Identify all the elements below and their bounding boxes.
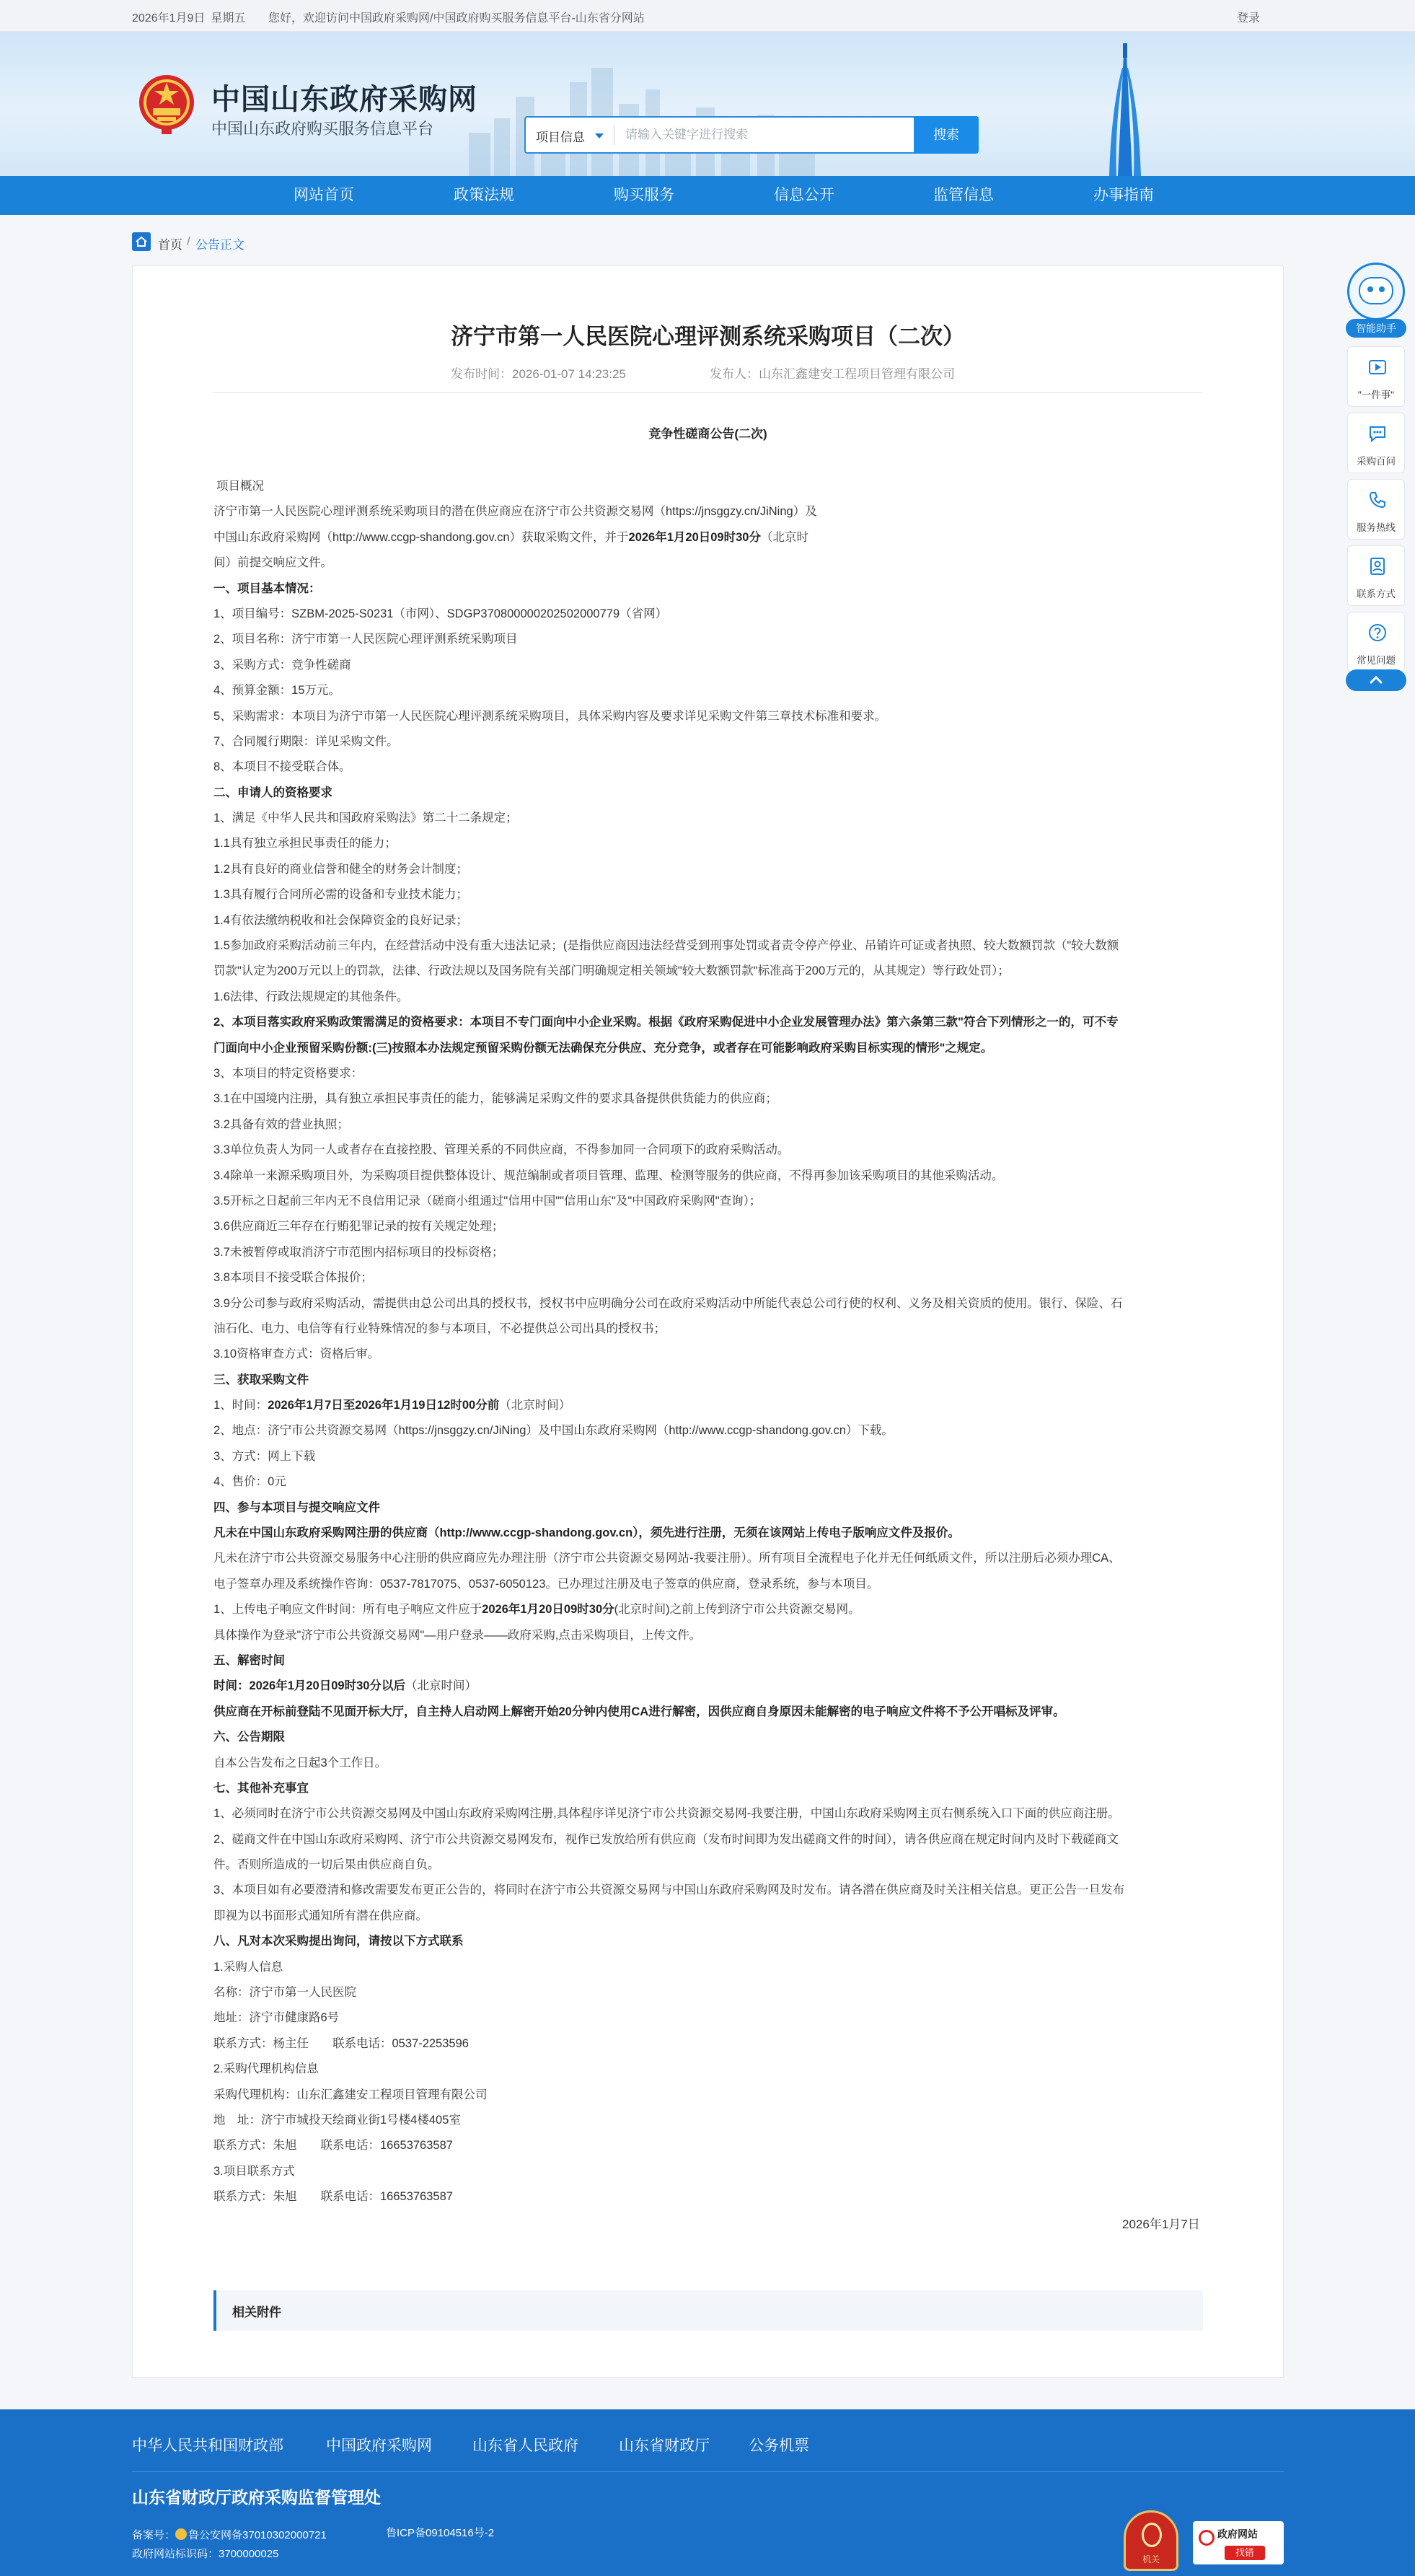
paragraph: 3.4除单一来源采购项目外，为采购项目提供整体设计、规范编制或者项目管理、监理、检测等服务的供应商，不得再参加该采购项目的其他采购活动。 — [213, 1169, 1004, 1182]
paragraph: 名称：济宁市第一人民医院 — [213, 1986, 356, 2000]
site-subtitle: 中国山东政府购买服务信息平台 — [211, 120, 434, 138]
party-gov-emblem-icon — [1142, 2523, 1162, 2547]
footer-link-air-ticket[interactable]: 公务机票 — [749, 2437, 809, 2454]
section-heading: 一、项目基本情况： — [213, 581, 321, 595]
paragraph: 1.采购人信息 — [213, 1960, 283, 1974]
paragraph: 4、售价：0元 — [213, 1475, 286, 1489]
section-heading: 八、凡对本次采购提出询问，请按以下方式联系 — [213, 1935, 464, 1948]
search-input[interactable] — [625, 123, 856, 146]
paragraph: 中国山东政府采购网（http://www.ccgp-shandong.gov.cn）获取采购文件，并于2026年1月20日09时30分（北京时 — [213, 530, 808, 544]
paragraph: 电子签章办理及系统操作咨询：0537-7817075、0537-6050123。已办理过注册及电子签章的供应商，登录系统，参与本项目。 — [213, 1577, 879, 1591]
article-title: 济宁市第一人民医院心理评测系统采购项目（二次） — [451, 324, 965, 349]
paragraph: 1.5参加政府采购活动前三年内，在经营活动中没有重大违法记录；(是指供应商因违法经营受到刑事处罚或者责令停产停业、吊销许可证或者执照、较大数额罚款（"较大数额 — [213, 939, 1119, 953]
paragraph: 3、方式：网上下载 — [213, 1449, 316, 1463]
contact-card-icon — [1367, 556, 1388, 576]
paragraph: 项目概况 — [216, 480, 264, 493]
back-to-top-button[interactable] — [1346, 669, 1406, 691]
nav-item-services[interactable]: 购买服务 — [614, 187, 674, 203]
notice-subheading: 竞争性磋商公告(二次) — [648, 427, 767, 441]
nav-item-guide[interactable]: 办事指南 — [1093, 187, 1154, 203]
icp-record-link[interactable]: 鲁ICP备09104516号-2 — [386, 2527, 495, 2539]
paragraph: 即视为以书面形式通知所有潜在供应商。 — [213, 1909, 428, 1922]
paragraph: 门面向中小企业预留采购份额:(三)按照本办法规定预留采购份额无法确保充分供应、充分竞争，或者存在可能影响政府采购目标实现的情形"之规定。 — [213, 1041, 993, 1055]
footer-link-ccgp[interactable]: 中国政府采购网 — [326, 2437, 432, 2454]
paragraph: 联系方式：朱旭 联系电话：16653763587 — [213, 2190, 453, 2204]
paragraph: 2、本项目落实政府采购政策需满足的资格要求：本项目不专门面向中小企业采购。根据《政府采购促进中小企业发展管理办法》第六条第三款"符合下列情形之一的，可不专 — [213, 1016, 1119, 1029]
paragraph: 采购代理机构：山东汇鑫建安工程项目管理有限公司 — [213, 2088, 488, 2101]
paragraph: 3、本项目如有必要澄清和修改需要发布更正公告的，将同时在济宁市公共资源交易网与中国山东政府采购网及时发布。请各潜在供应商及时关注相关信息。更正公告一旦发布 — [213, 1883, 1125, 1897]
paragraph: 3.2具备有效的营业执照； — [213, 1117, 349, 1131]
one-thing-button[interactable] — [1347, 346, 1405, 407]
footer-link-shandong-gov[interactable]: 山东省人民政府 — [472, 2437, 578, 2454]
smart-assistant-button[interactable] — [1346, 263, 1406, 342]
paragraph: 8、本项目不接受联合体。 — [213, 760, 351, 774]
nav-item-home[interactable]: 网站首页 — [294, 187, 354, 203]
paragraph: 1.2具有良好的商业信誉和健全的财务会计制度； — [213, 862, 468, 876]
paragraph: 济宁市第一人民医院心理评测系统采购项目的潜在供应商应在济宁市公共资源交易网（https://jnsggzy.cn/JiNing）及 — [213, 505, 817, 519]
paragraph: 罚款"认定为200万元以上的罚款，法律、行政法规以及国务院有关部门明确规定相关领域"较大数额罚款"标准高于200万元的，从其规定）等行政处罚）； — [213, 964, 1010, 978]
play-icon — [1367, 357, 1388, 377]
paragraph: 1、满足《中华人民共和国政府采购法》第二十二条规定； — [213, 812, 518, 825]
faq100-button[interactable] — [1347, 413, 1405, 473]
nav-item-policy[interactable]: 政策法规 — [454, 187, 514, 203]
section-heading: 三、获取采购文件 — [213, 1373, 309, 1386]
robot-eye — [1367, 286, 1373, 292]
paragraph: 3.3单位负责人为同一人或者存在直接控股、管理关系的不同供应商，不得参加同一合同项下的政府采购活动。 — [213, 1143, 790, 1157]
breadcrumb-current[interactable]: 公告正文 — [195, 238, 244, 252]
article-card — [132, 265, 1284, 2378]
find-error-title: 政府网站 — [1217, 2528, 1258, 2540]
paragraph: 间）前提交响应文件。 — [213, 556, 332, 570]
login-link[interactable]: 登录 — [1237, 12, 1261, 25]
footer-record: 备案号： 鲁公安网备37010302000721 — [132, 2529, 327, 2541]
contact-label: 联系方式 — [1357, 589, 1396, 599]
paragraph: 4、预算金额：15万元。 — [213, 684, 341, 698]
paragraph: 3.10资格审查方式：资格后审。 — [213, 1348, 380, 1361]
paragraph: 1、上传电子响应文件时间：所有电子响应文件应于2026年1月20日09时30分(北京时间)之前上传到济宁市公共资源交易网。 — [213, 1603, 860, 1617]
paragraph: 3.8本项目不接受联合体报价； — [213, 1271, 373, 1285]
paragraph: 3.9分公司参与政府采购活动，需提供由总公司出具的授权书，授权书中应明确分公司在政府采购活动中所能代表总公司行使的权利、义务及相关资质的使用。银行、保险、石 — [213, 1296, 1123, 1310]
paragraph: 2、项目名称：济宁市第一人民医院心理评测系统采购项目 — [213, 633, 518, 646]
robot-icon — [1359, 277, 1393, 304]
paragraph: 1、时间：2026年1月7日至2026年1月19日12时00分前（北京时间） — [213, 1399, 571, 1412]
chevron-down-icon[interactable] — [595, 133, 604, 139]
top-bar — [0, 0, 1415, 32]
paragraph: 自本公告发布之日起3个工作日。 — [213, 1756, 387, 1770]
city-skyline-image — [462, 53, 837, 176]
breadcrumb-separator: / — [187, 234, 190, 248]
faq-button[interactable] — [1347, 612, 1405, 672]
contact-button[interactable] — [1347, 545, 1405, 606]
nav-item-disclosure[interactable]: 信息公开 — [774, 187, 834, 203]
party-gov-badge-label: 机关 — [1142, 2554, 1160, 2564]
footer-link-shandong-finance[interactable]: 山东省财政厅 — [619, 2437, 710, 2454]
question-icon — [1367, 623, 1388, 643]
paragraph: 1.1具有独立承担民事责任的能力； — [213, 837, 397, 850]
paragraph: 3.5开标之日起前三年内无不良信用记录（磋商小组通过"信用中国""信用山东"及"中国政府采购网"查询）； — [213, 1194, 762, 1208]
paragraph: 3.7未被暂停或取消济宁市范围内招标项目的投标资格； — [213, 1245, 504, 1259]
search-button[interactable]: 搜索 — [914, 116, 979, 154]
paragraph: 1.4有依法缴纳税收和社会保障资金的良好记录； — [213, 913, 468, 927]
faq-label: 常见问题 — [1357, 655, 1396, 666]
chat-icon — [1367, 423, 1388, 444]
paragraph: 件。否则所造成的一切后果由供应商自负。 — [213, 1858, 440, 1872]
police-badge-icon — [175, 2528, 187, 2540]
assistant-label: 智能助手 — [1346, 319, 1406, 338]
chevron-up-icon — [1367, 674, 1385, 686]
welcome-text: 您好，欢迎访问中国政府采购网/中国政府购买服务信息平台-山东省分网站 — [268, 12, 645, 25]
paragraph: 油石化、电力、电信等有行业特殊情况的参与本项目，不必提供总公司出具的授权书； — [213, 1322, 666, 1335]
paragraph: 3.6供应商近三年存在行贿犯罪记录的按有关规定处理； — [213, 1220, 504, 1234]
find-error-action: 找错 — [1225, 2546, 1265, 2560]
party-gov-badge[interactable] — [1124, 2510, 1178, 2571]
paragraph: 地址：济宁市健康路6号 — [213, 2011, 340, 2025]
breadcrumb-home[interactable]: 首页 — [158, 238, 182, 252]
paragraph: 联系方式：朱旭 联系电话：16653763587 — [213, 2139, 453, 2153]
attachments-label: 相关附件 — [232, 2305, 281, 2319]
faq100-label: 采购百问 — [1357, 456, 1396, 467]
paragraph: 1、必须同时在济宁市公共资源交易网及中国山东政府采购网注册,具体程序详见济宁市公共资源交易网-我要注册，中国山东政府采购网主页右侧系统入口下面的供应商注册。 — [213, 1807, 1120, 1821]
paragraph: 时间：2026年1月20日09时30分以后（北京时间） — [213, 1679, 477, 1693]
main-nav — [0, 176, 1415, 215]
phone-icon — [1367, 490, 1388, 510]
paragraph: 联系方式：杨主任 联系电话：0537-2253596 — [213, 2036, 469, 2050]
find-error-badge[interactable] — [1193, 2521, 1284, 2564]
quancheng-tower-image — [1082, 39, 1168, 176]
hotline-button[interactable] — [1347, 479, 1405, 540]
paragraph: 地 址：济宁市城投天绘商业街1号楼4楼405室 — [213, 2114, 461, 2127]
one-thing-label: "一件事" — [1357, 390, 1395, 400]
search-bar — [524, 116, 979, 154]
paragraph: 3.1在中国境内注册，具有独立承担民事责任的能力，能够满足采购文件的要求具备提供供货能力的供应商； — [213, 1092, 777, 1106]
signature-date: 2026年1月7日 — [1122, 2217, 1200, 2231]
paragraph: 1、项目编号：SZBM-2025-S0231（市网）、SDGP370800000202502000779（省网） — [213, 607, 668, 620]
paragraph: 3、本项目的特定资格要求： — [213, 1066, 363, 1080]
site-footer — [0, 2409, 1415, 2576]
paragraph: 3、采购方式：竞争性磋商 — [213, 658, 351, 672]
national-emblem-icon — [137, 72, 196, 136]
paragraph: 2、地点：济宁市公共资源交易网（https://jnsggzy.cn/JiNing）及中国山东政府采购网（http://www.ccgp-shandong.gov.cn）下载。 — [213, 1424, 894, 1438]
section-heading: 四、参与本项目与提交响应文件 — [213, 1500, 380, 1514]
paragraph: 2、磋商文件在中国山东政府采购网、济宁市公共资源交易网发布，视作已发放给所有供应商（发布时间即为发出磋商文件的时间），请各供应商在规定时间内及时下载磋商文 — [213, 1832, 1119, 1846]
site-title: 中国山东政府采购网 — [211, 84, 477, 115]
home-icon[interactable] — [132, 232, 151, 251]
paragraph: 具体操作为登录"济宁市公共资源交易网"—用户登录——政府采购,点击采购项目，上传文件。 — [213, 1628, 702, 1642]
current-date: 2026年1月9日 星期五 — [132, 12, 246, 25]
article-body — [213, 474, 1209, 2210]
paragraph: 2.采购代理机构信息 — [213, 2062, 319, 2076]
title-divider — [213, 392, 1203, 393]
section-heading: 五、解密时间 — [213, 1653, 285, 1667]
paragraph: 7、合同履行期限：详见采购文件。 — [213, 734, 399, 748]
find-error-logo-icon — [1199, 2530, 1215, 2546]
nav-item-supervision[interactable]: 监管信息 — [933, 187, 994, 203]
footer-link-mof[interactable]: 中华人民共和国财政部 — [132, 2437, 283, 2454]
police-record-link[interactable]: 鲁公安网备37010302000721 — [188, 2529, 327, 2541]
paragraph: 1.6法律、行政法规规定的其他条件。 — [213, 990, 409, 1003]
site-code: 政府网站标识码：3700000025 — [132, 2548, 279, 2560]
search-category-select[interactable]: 项目信息 — [536, 131, 585, 144]
paragraph: 3.项目联系方式 — [213, 2164, 295, 2178]
paragraph: 凡未在济宁市公共资源交易服务中心注册的供应商应先办理注册（济宁市公共资源交易网站-我要注册）。所有项目全流程电子化并无任何纸质文件，所以注册后必须办理CA、 — [213, 1552, 1121, 1565]
footer-organization: 山东省财政厅政府采购监督管理处 — [132, 2488, 381, 2507]
publish-time: 发布时间：2026-01-07 14:23:25 — [451, 367, 626, 381]
paragraph: 供应商在开标前登陆不见面开标大厅，自主持人启动网上解密开始20分钟内使用CA进行解密，因供应商自身原因未能解密的电子响应文件将不予公开唱标及评审。 — [213, 1705, 1065, 1718]
section-heading: 二、申请人的资格要求 — [213, 786, 332, 799]
footer-divider — [132, 2471, 1284, 2472]
site-header — [0, 32, 1415, 176]
paragraph: 1.3具有履行合同所必需的设备和专业技术能力； — [213, 888, 468, 902]
publisher: 发布人：山东汇鑫建安工程项目管理有限公司 — [710, 367, 955, 381]
attachments-section — [213, 2290, 1203, 2331]
paragraph: 凡未在中国山东政府采购网注册的供应商（http://www.ccgp-shandong.gov.cn），须先进行注册，无须在该网站上传电子版响应文件及报价。 — [213, 1526, 960, 1540]
hotline-label: 服务热线 — [1357, 522, 1396, 533]
section-heading: 七、其他补充事宜 — [213, 1781, 309, 1795]
robot-eye — [1379, 286, 1385, 292]
paragraph: 5、采购需求：本项目为济宁市第一人民医院心理评测系统采购项目，具体采购内容及要求详见采购文件第三章技术标准和要求。 — [213, 709, 887, 723]
section-heading: 六、公告期限 — [213, 1731, 285, 1744]
